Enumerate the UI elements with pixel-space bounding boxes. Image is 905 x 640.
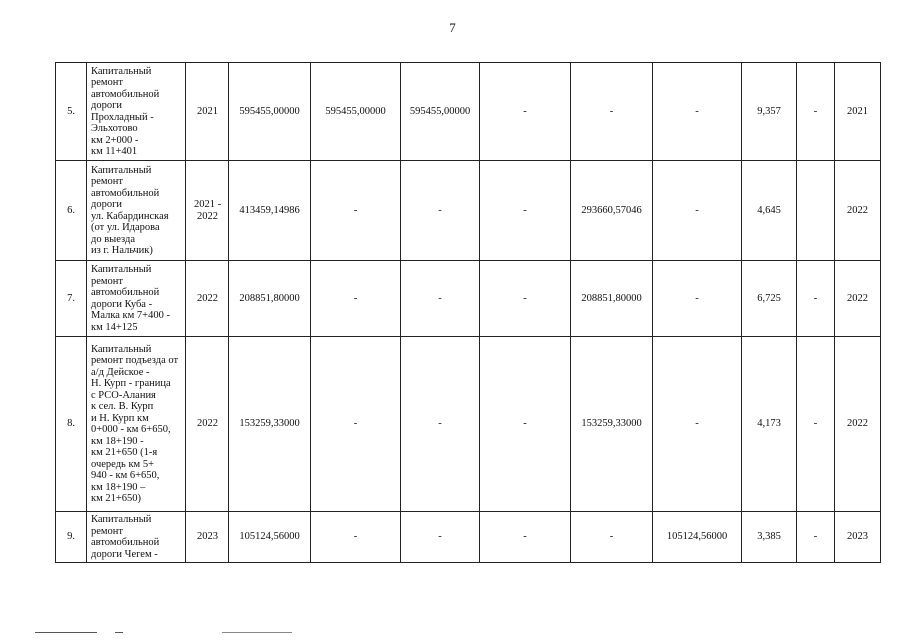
row-number: 9. [56, 512, 87, 563]
total-cost: 595455,00000 [229, 63, 311, 161]
cost-cell: - [311, 261, 401, 337]
cost-cell: - [480, 161, 571, 261]
length-cell: 9,357 [742, 63, 797, 161]
length-cell: 4,645 [742, 161, 797, 261]
page-number: 7 [449, 20, 456, 35]
cost-cell: - [401, 337, 480, 512]
cost-cell: - [401, 161, 480, 261]
years-cell: 2023 [186, 512, 229, 563]
dash-cell: - [797, 512, 835, 563]
cost-cell: - [401, 261, 480, 337]
cost-cell: 595455,00000 [311, 63, 401, 161]
object-name: Капитальный ремонт автомобильной дороги ул. Кабардинская (от ул. Идарова до выезда из г. Нальчик) [87, 161, 186, 261]
cost-cell: 105124,56000 [653, 512, 742, 563]
cost-cell: 293660,57046 [571, 161, 653, 261]
scan-artifact-line [35, 632, 97, 633]
object-name: Капитальный ремонт автомобильной дороги Прохладный - Эльхотово км 2+000 - км 11+401 [87, 63, 186, 161]
table-row [56, 512, 881, 563]
dash-cell: - [797, 63, 835, 161]
total-cost: 208851,80000 [229, 261, 311, 337]
completion-year: 2022 [835, 261, 881, 337]
cost-cell: - [311, 161, 401, 261]
cost-cell: - [311, 512, 401, 563]
cost-cell: 153259,33000 [571, 337, 653, 512]
cost-cell: - [480, 261, 571, 337]
length-cell: 3,385 [742, 512, 797, 563]
years-cell: 2021 - 2022 [186, 161, 229, 261]
scan-artifact-line [222, 632, 292, 633]
table-row [56, 161, 881, 261]
table-row [56, 337, 881, 512]
cost-cell: - [653, 337, 742, 512]
cost-cell: 595455,00000 [401, 63, 480, 161]
cost-cell: - [653, 261, 742, 337]
dash-cell: - [797, 337, 835, 512]
cost-cell: - [571, 512, 653, 563]
completion-year: 2023 [835, 512, 881, 563]
total-cost: 413459,14986 [229, 161, 311, 261]
completion-year: 2021 [835, 63, 881, 161]
row-number: 8. [56, 337, 87, 512]
years-cell: 2022 [186, 337, 229, 512]
cost-cell: - [571, 63, 653, 161]
object-name: Капитальный ремонт автомобильной дороги Чегем - [87, 512, 186, 563]
dash-cell: - [797, 261, 835, 337]
dash-cell [797, 161, 835, 261]
cost-cell: - [311, 337, 401, 512]
years-cell: 2021 [186, 63, 229, 161]
cost-cell: - [480, 512, 571, 563]
table-row [56, 261, 881, 337]
length-cell: 6,725 [742, 261, 797, 337]
cost-cell: - [653, 161, 742, 261]
object-name: Капитальный ремонт подъезда от а/д Дейское - Н. Курп - граница с РСО-Алания к сел. В. Курп и Н. Курп км 0+000 - км 6+650, км 18+190 - км 21+650 (1-я очередь км 5+ 940 - км 6+650, км 18+190 – км 21+650) [87, 337, 186, 512]
completion-year: 2022 [835, 337, 881, 512]
cost-cell: - [401, 512, 480, 563]
cost-cell: - [653, 63, 742, 161]
total-cost: 105124,56000 [229, 512, 311, 563]
row-number: 7. [56, 261, 87, 337]
years-cell: 2022 [186, 261, 229, 337]
cost-cell: 208851,80000 [571, 261, 653, 337]
row-number: 6. [56, 161, 87, 261]
capital-repair-table [55, 62, 881, 563]
length-cell: 4,173 [742, 337, 797, 512]
total-cost: 153259,33000 [229, 337, 311, 512]
cost-cell: - [480, 63, 571, 161]
object-name: Капитальный ремонт автомобильной дороги Куба - Малка км 7+400 - км 14+125 [87, 261, 186, 337]
completion-year: 2022 [835, 161, 881, 261]
cost-cell: - [480, 337, 571, 512]
scan-artifact-line [115, 632, 123, 633]
table-row [56, 63, 881, 161]
row-number: 5. [56, 63, 87, 161]
